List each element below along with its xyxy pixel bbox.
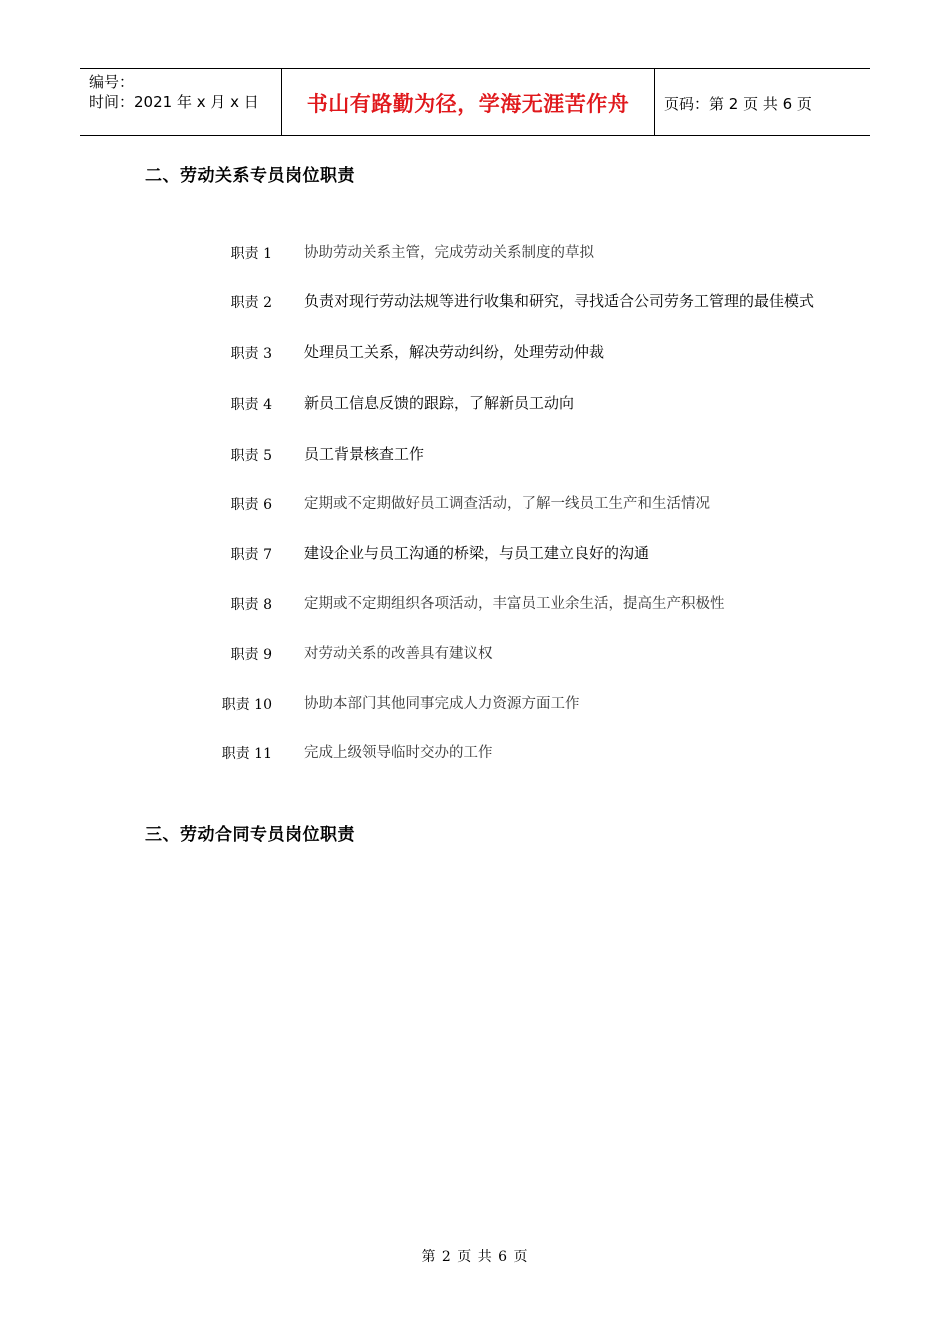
duty-row (0, 592, 950, 616)
duty-text: 新员工信息反馈的跟踪，了解新员工动向 (304, 394, 575, 412)
header-motto: 书山有路勤为径，学海无涯苦作舟 (282, 69, 655, 135)
duty-label: 职责 4 (230, 397, 272, 413)
document-number-label: 编号： (89, 73, 135, 91)
duty-label: 职责 5 (230, 448, 272, 464)
duty-text: 定期或不定期组织各项活动，丰富员工业余生活，提高生产积极性 (304, 596, 725, 612)
duty-row (0, 241, 950, 265)
page-footer: 第 2 页 共 6 页 (421, 1249, 529, 1265)
duty-label: 职责 8 (230, 597, 272, 613)
duty-row (0, 492, 950, 516)
duty-row (0, 443, 950, 467)
duty-label: 职责 1 (230, 246, 272, 262)
duty-text: 定期或不定期做好员工调查活动，了解一线员工生产和生活情况 (304, 496, 710, 512)
duty-text: 对劳动关系的改善具有建议权 (304, 646, 493, 662)
document-header (80, 68, 870, 136)
duty-label: 职责 2 (230, 295, 272, 311)
duty-row (0, 642, 950, 666)
duty-row (0, 741, 950, 765)
duty-label: 职责 10 (221, 697, 272, 713)
duty-row (0, 290, 950, 314)
document-date-label: 时间：2021 年 x 月 x 日 (89, 93, 259, 111)
duty-label: 职责 3 (230, 346, 272, 362)
duty-text: 员工背景核查工作 (304, 445, 425, 463)
duty-row (0, 542, 950, 566)
duty-row (0, 392, 950, 416)
header-page-info: 页码：第 2 页 共 6 页 (664, 94, 812, 113)
duty-label: 职责 11 (221, 746, 272, 762)
duty-label: 职责 7 (230, 547, 272, 563)
duty-label: 职责 9 (230, 647, 272, 663)
duty-row (0, 692, 950, 716)
duty-text: 建设企业与员工沟通的桥梁，与员工建立良好的沟通 (304, 544, 650, 562)
duty-text: 处理员工关系，解决劳动纠纷，处理劳动仲裁 (304, 343, 605, 361)
duty-text: 协助本部门其他同事完成人力资源方面工作 (304, 696, 580, 712)
section-heading-labor-relations: 二、劳动关系专员岗位职责 (145, 166, 355, 186)
duty-label: 职责 6 (230, 497, 272, 513)
duty-text: 完成上级领导临时交办的工作 (304, 745, 493, 761)
header-meta-cell (80, 69, 282, 135)
duty-row (0, 341, 950, 365)
duty-text: 协助劳动关系主管，完成劳动关系制度的草拟 (304, 245, 594, 261)
section-heading-labor-contract: 三、劳动合同专员岗位职责 (145, 825, 355, 845)
duty-text: 负责对现行劳动法规等进行收集和研究，寻找适合公司劳务工管理的最佳模式 (304, 292, 815, 310)
